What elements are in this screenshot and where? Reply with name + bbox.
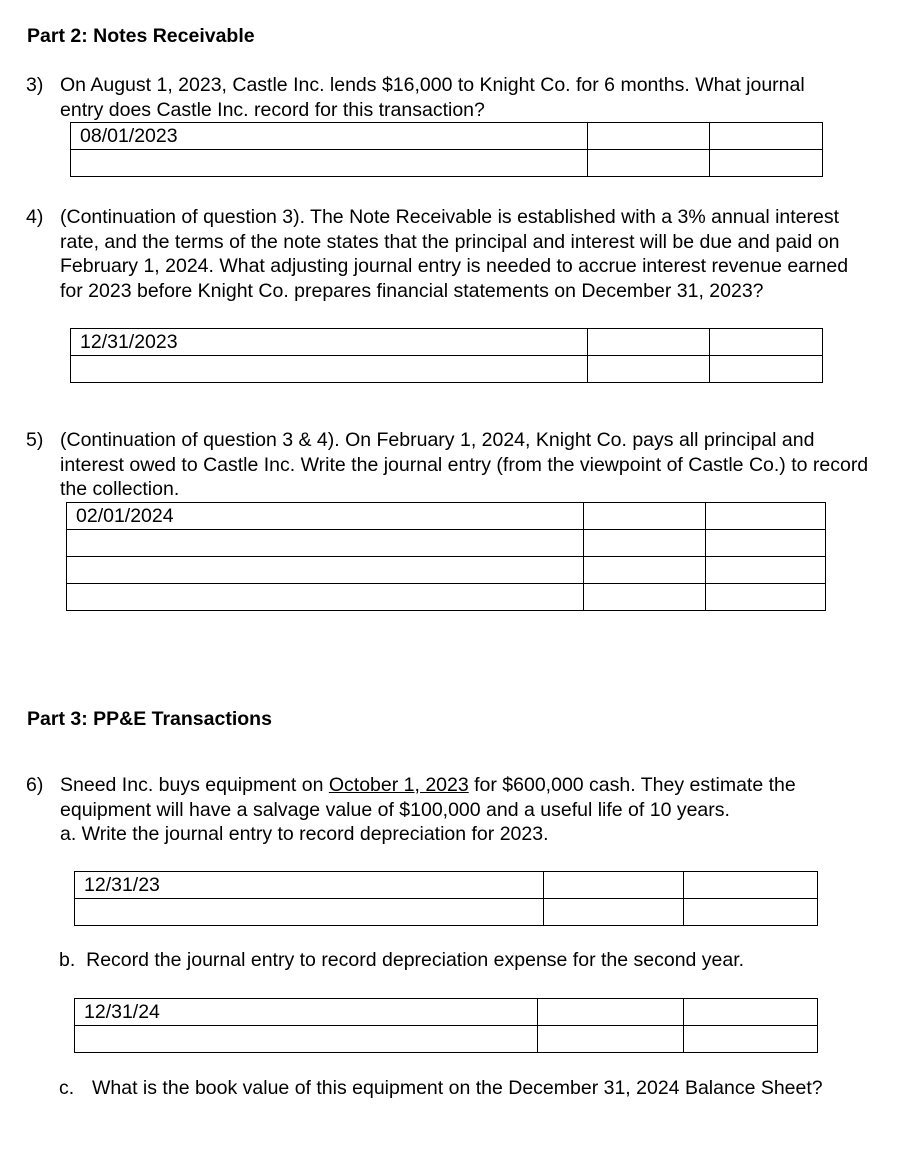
debit-cell[interactable] xyxy=(544,872,684,899)
question-6-part-b xyxy=(59,948,859,973)
date-cell: 12/31/23 xyxy=(75,872,544,899)
credit-cell[interactable] xyxy=(706,530,826,557)
date-cell: 08/01/2023 xyxy=(71,123,588,150)
debit-cell[interactable] xyxy=(538,999,684,1026)
question-3 xyxy=(26,73,846,122)
journal-table-q4 xyxy=(70,328,823,383)
question-4-number: 4) xyxy=(26,206,44,228)
credit-cell[interactable] xyxy=(684,1026,818,1053)
credit-cell[interactable] xyxy=(710,356,823,383)
debit-cell[interactable] xyxy=(588,356,710,383)
debit-cell[interactable] xyxy=(584,530,706,557)
credit-cell[interactable] xyxy=(684,999,818,1026)
part-b-label: b. xyxy=(59,949,76,971)
question-5-number: 5) xyxy=(26,429,44,451)
credit-cell[interactable] xyxy=(710,329,823,356)
question-6-text-end: for $600,000 cash. They estimate the equipment will have a salvage value of $100,000 and a useful life of 10 years. xyxy=(60,774,796,821)
question-6-part-a: a. Write the journal entry to record depreciation for 2023. xyxy=(60,823,549,846)
table-row xyxy=(75,872,818,899)
question-6-text xyxy=(60,773,861,822)
journal-table-q6a xyxy=(74,871,818,926)
journal-table-q6b xyxy=(74,998,818,1053)
journal-table-q5 xyxy=(66,502,826,611)
question-6-text-start: Sneed Inc. buys equipment on xyxy=(60,774,329,796)
table-row xyxy=(75,899,818,926)
question-5-text: (Continuation of question 3 & 4). On February 1, 2024, Knight Co. pays all principal and interest owed to Castle Inc. Write the journal entry (from the viewpoint of Castle Co.) to record the collection. xyxy=(60,429,869,501)
credit-cell[interactable] xyxy=(706,503,826,530)
part2-heading: Part 2: Notes Receivable xyxy=(27,25,255,47)
debit-cell[interactable] xyxy=(584,503,706,530)
credit-cell[interactable] xyxy=(684,899,818,926)
table-row xyxy=(67,503,826,530)
debit-cell[interactable] xyxy=(584,557,706,584)
table-row xyxy=(71,329,823,356)
question-4 xyxy=(26,205,871,303)
table-row xyxy=(71,356,823,383)
account-cell[interactable] xyxy=(67,557,584,584)
credit-cell[interactable] xyxy=(710,150,823,177)
account-cell[interactable] xyxy=(67,584,584,611)
question-5 xyxy=(26,428,871,502)
date-cell: 12/31/24 xyxy=(75,999,538,1026)
question-6-part-c xyxy=(59,1076,849,1101)
account-cell[interactable] xyxy=(75,1026,538,1053)
question-6 xyxy=(26,773,861,847)
debit-cell[interactable] xyxy=(588,329,710,356)
question-6-number: 6) xyxy=(26,774,44,796)
debit-cell[interactable] xyxy=(584,584,706,611)
credit-cell[interactable] xyxy=(706,584,826,611)
table-row xyxy=(67,557,826,584)
credit-cell[interactable] xyxy=(706,557,826,584)
table-row xyxy=(67,530,826,557)
part-c-label: c. xyxy=(59,1077,75,1099)
question-4-text: (Continuation of question 3). The Note Receivable is established with a 3% annual interest rate, and the terms of the note states that the principal and interest will be due and paid on February 1, 2024. What adjusting journal entry is needed to accrue interest revenue earned for 2023 before Knight Co. prepares financial statements on December 31, 2023? xyxy=(60,206,849,302)
table-row xyxy=(67,584,826,611)
debit-cell[interactable] xyxy=(588,123,710,150)
question-3-text: On August 1, 2023, Castle Inc. lends $16,000 to Knight Co. for 6 months. What journal entry does Castle Inc. record for this transaction? xyxy=(60,74,805,121)
part3-heading: Part 3: PP&E Transactions xyxy=(27,708,272,730)
question-3-number: 3) xyxy=(26,74,44,96)
account-cell[interactable] xyxy=(71,150,588,177)
date-cell: 02/01/2024 xyxy=(67,503,584,530)
part-b-text: Record the journal entry to record depreciation expense for the second year. xyxy=(86,949,745,971)
credit-cell[interactable] xyxy=(710,123,823,150)
account-cell[interactable] xyxy=(75,899,544,926)
debit-cell[interactable] xyxy=(538,1026,684,1053)
date-cell: 12/31/2023 xyxy=(71,329,588,356)
debit-cell[interactable] xyxy=(588,150,710,177)
journal-table-q3 xyxy=(70,122,823,177)
debit-cell[interactable] xyxy=(544,899,684,926)
table-row xyxy=(75,1026,818,1053)
part-c-text: What is the book value of this equipment on the December 31, 2024 Balance Sheet? xyxy=(92,1077,823,1099)
credit-cell[interactable] xyxy=(684,872,818,899)
table-row xyxy=(75,999,818,1026)
question-6-purchase-date: October 1, 2023 xyxy=(328,774,469,796)
account-cell[interactable] xyxy=(67,530,584,557)
account-cell[interactable] xyxy=(71,356,588,383)
table-row xyxy=(71,123,823,150)
table-row xyxy=(71,150,823,177)
